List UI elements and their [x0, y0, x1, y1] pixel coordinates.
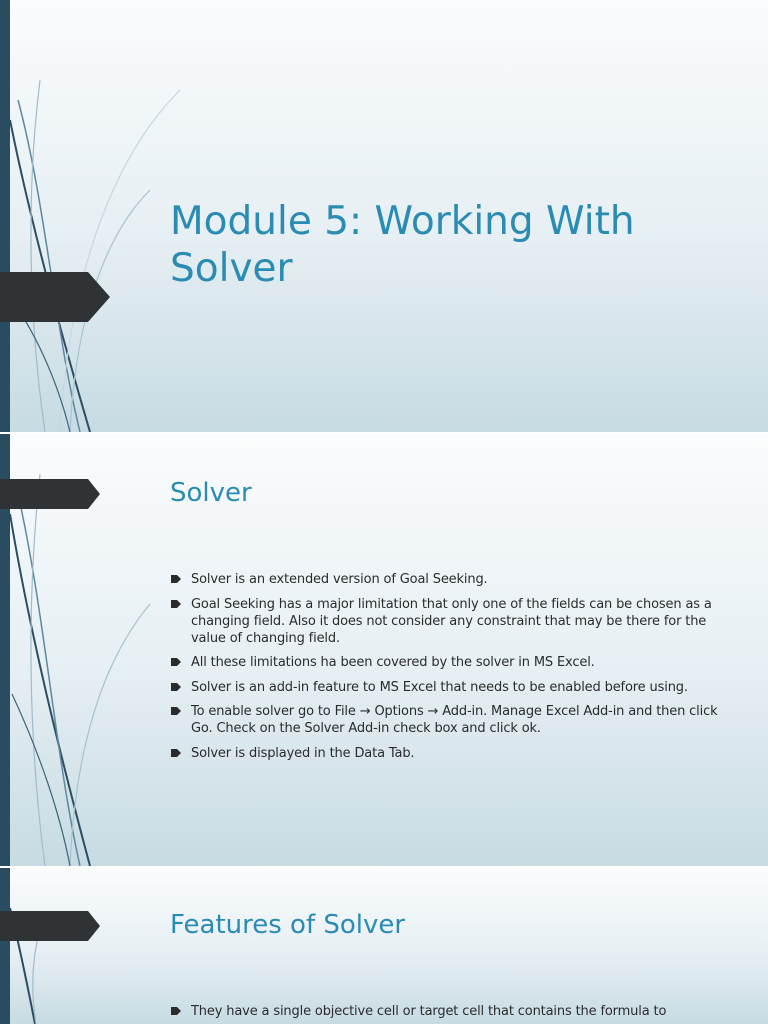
- arrow-bullet-icon: [171, 658, 181, 666]
- list-item: All these limitations ha been covered by the solver in MS Excel.: [170, 654, 720, 671]
- list-item: Solver is displayed in the Data Tab.: [170, 745, 720, 762]
- slide-tab-marker: [0, 911, 100, 941]
- list-item: Solver is an extended version of Goal Seeking.: [170, 571, 720, 588]
- slide-title: Module 5: Working With Solver: [170, 199, 635, 291]
- list-item: To enable solver go to File → Options → Add-in. Manage Excel Add-in and then click Go. Check on the Solver Add-in check box and click ok.: [170, 703, 720, 737]
- slide-3: [0, 868, 768, 1024]
- arrow-bullet-icon: [171, 1007, 181, 1015]
- sidebar-bar: [0, 0, 10, 432]
- slide-2: [0, 434, 768, 866]
- arrow-bullet-icon: [171, 575, 181, 583]
- slide-tab-marker: [0, 479, 100, 509]
- slide-1: [0, 0, 768, 432]
- arrow-bullet-icon: [171, 683, 181, 691]
- bullet-list: [170, 571, 720, 769]
- list-item: Goal Seeking has a major limitation that only one of the fields can be chosen as a changing field. Also it does not consider any constraint that may be there for the value of changing field.: [170, 596, 720, 647]
- slide-title: Solver: [170, 478, 252, 508]
- arrow-bullet-icon: [171, 600, 181, 608]
- sidebar-bar: [0, 868, 10, 1024]
- slide-title: Features of Solver: [170, 910, 406, 940]
- decorative-swoosh: [0, 868, 200, 1024]
- bullet-list: [170, 1003, 730, 1024]
- arrow-bullet-icon: [171, 707, 181, 715]
- slide-tab-marker: [0, 272, 110, 322]
- arrow-bullet-icon: [171, 749, 181, 757]
- list-item: Solver is an add-in feature to MS Excel that needs to be enabled before using.: [170, 679, 720, 696]
- list-item: They have a single objective cell or target cell that contains the formula to: [170, 1003, 730, 1020]
